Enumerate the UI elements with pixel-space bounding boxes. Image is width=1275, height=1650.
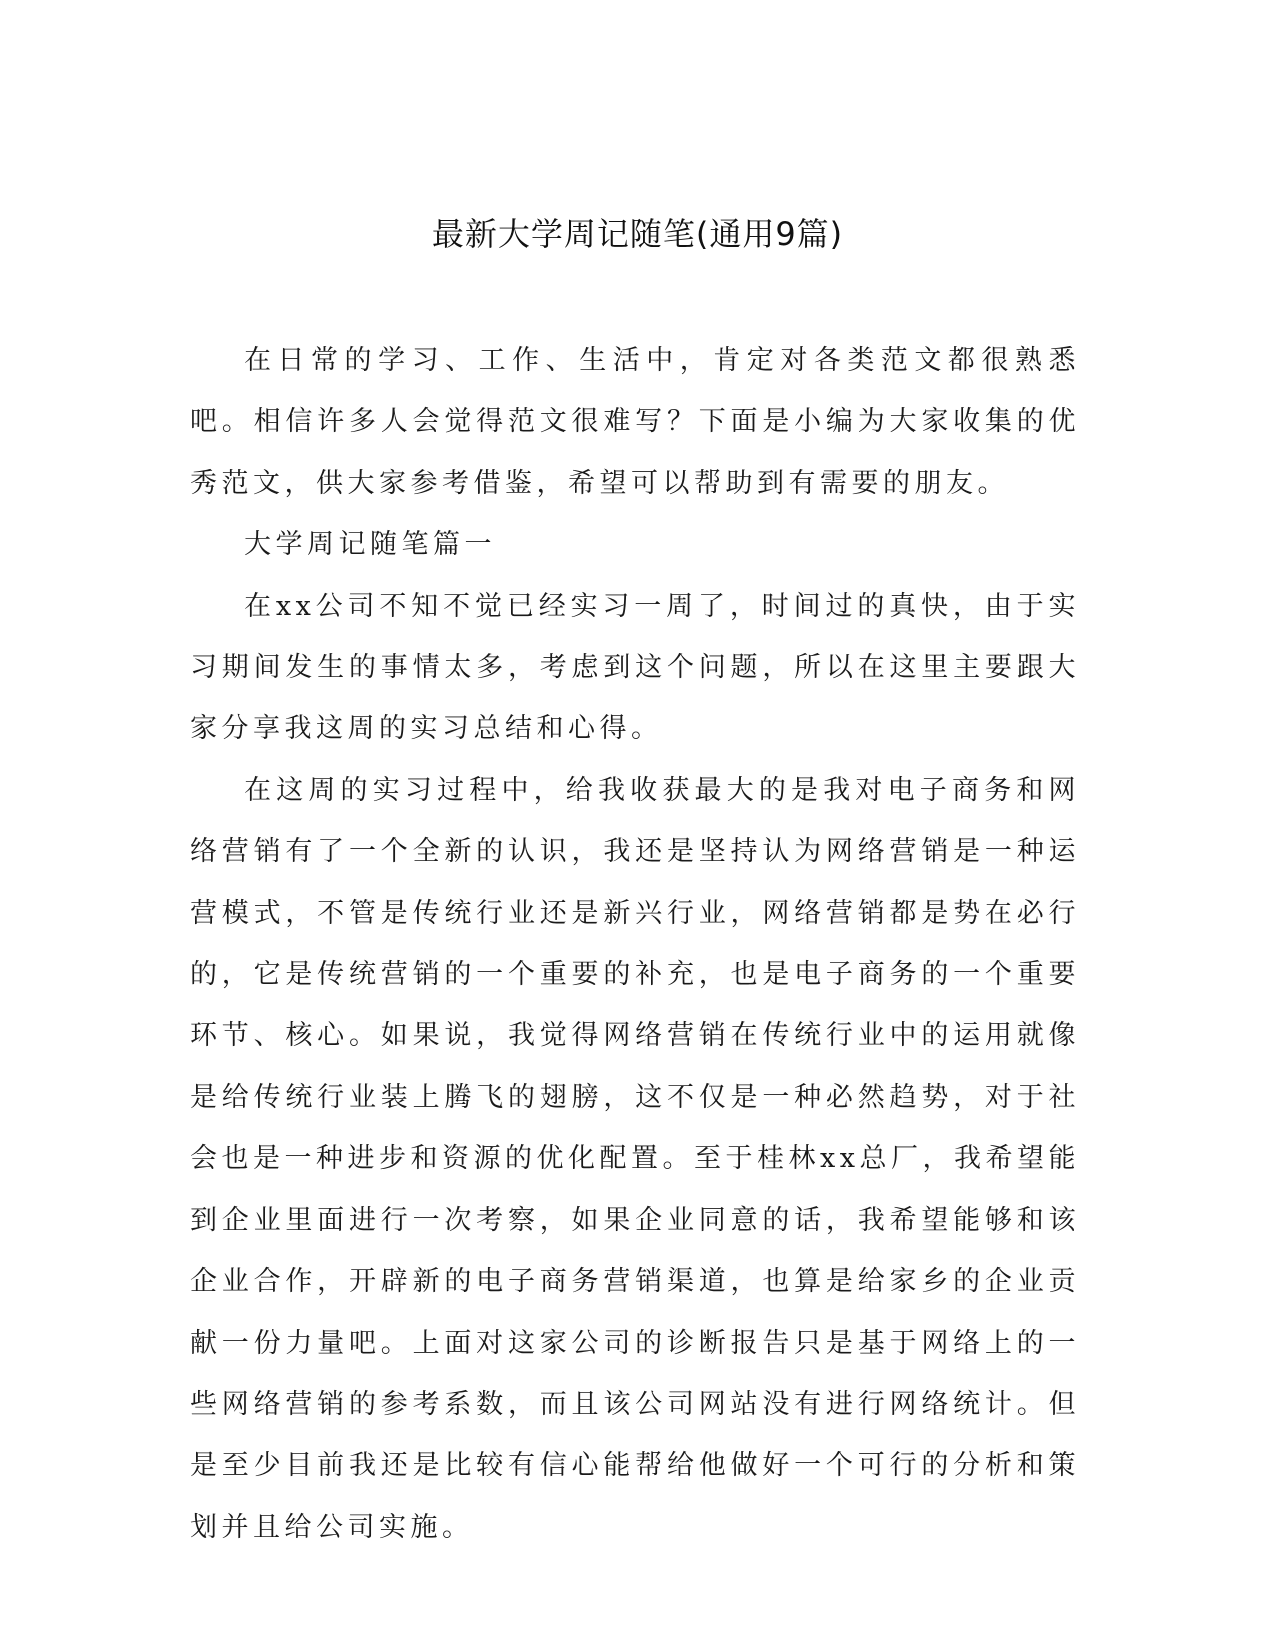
body-paragraph: 在这周的实习过程中，给我收获最大的是我对电子商务和网络营销有了一个全新的认识，我还是坚持认为网络营销是一种运营模式，不管是传统行业还是新兴行业，网络营销都是势在必行的，它是传统营销的一个重要的补充，也是电子商务的一个重要环节、核心。如果说，我觉得网络营销在传统行业中的运用就像是给传统行业装上腾飞的翅膀，这不仅是一种必然趋势，对于社会也是一种进步和资源的优化配置。至于桂林xx总厂，我希望能到企业里面进行一次考察，如果企业同意的话，我希望能够和该企业合作，开辟新的电子商务营销渠道，也算是给家乡的企业贡献一份力量吧。上面对这家公司的诊断报告只是基于网络上的一些网络营销的参考系数，而且该公司网站没有进行网络统计。但是至少目前我还是比较有信心能帮给他做好一个可行的分析和策划并且给公司实施。 — [190, 774, 1080, 1543]
body-paragraph: 在xx公司不知不觉已经实习一周了，时间过的真快，由于实习期间发生的事情太多，考虑到这个问题，所以在这里主要跟大家分享我这周的实习总结和心得。 — [190, 590, 1080, 745]
section-heading: 大学周记随笔篇一 — [244, 529, 496, 561]
intro-paragraph: 在日常的学习、工作、生活中，肯定对各类范文都很熟悉吧。相信许多人会觉得范文很难写？下面是小编为大家收集的优秀范文，供大家参考借鉴，希望可以帮助到有需要的朋友。 — [190, 345, 1080, 499]
document-title: 最新大学周记随笔(通用9篇) — [431, 215, 844, 253]
document-body — [190, 330, 1080, 1558]
